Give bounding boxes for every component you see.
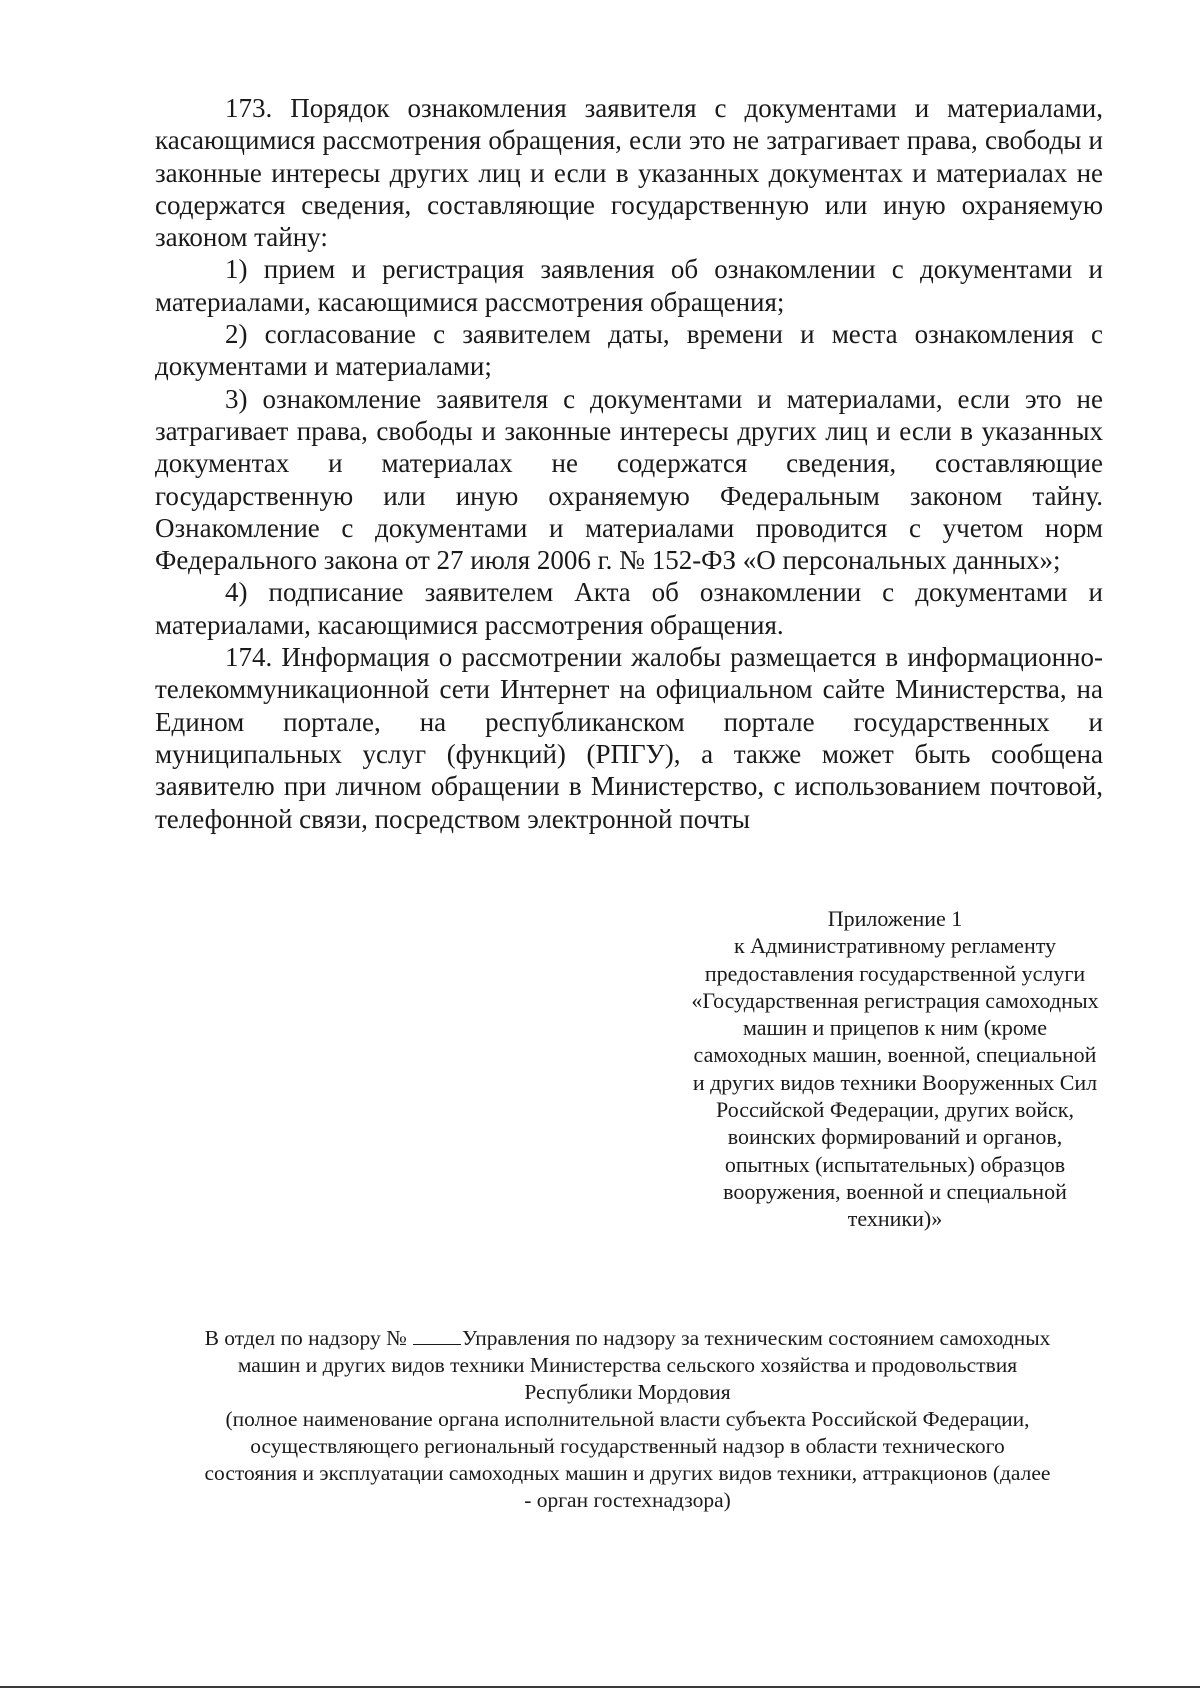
appendix-line: и других видов техники Вооруженных Сил	[692, 1069, 1098, 1095]
main-text-body	[155, 92, 1103, 835]
list-item-4: 4) подписание заявителем Акта об ознакомлении с документами и материалами, касающимися рассмотрения обращения.	[155, 577, 1103, 640]
addressee-line-1-rest: Управления по надзору за техническим состоянием самоходных	[461, 1326, 1051, 1350]
appendix-line: Приложение 1	[827, 906, 963, 931]
appendix-header	[660, 905, 1130, 1233]
appendix-line: вооружения, военной и специальной	[723, 1178, 1067, 1204]
appendix-line: опытных (испытательных) образцов	[724, 1151, 1066, 1177]
addressee-prefix: В отдел по надзору №	[204, 1326, 407, 1350]
appendix-line: «Государственная регистрация самоходных	[691, 987, 1099, 1013]
list-item-1: 1) прием и регистрация заявления об ознакомлении с документами и материалами, касающимися рассмотрения обращения;	[155, 254, 1103, 317]
addressee-note-line: осуществляющего региональный государственный надзор в области технического	[250, 1434, 1005, 1458]
appendix-line: предоставления государственной услуги	[704, 960, 1086, 986]
list-item-3: 3) ознакомление заявителя с документами и материалами, если это не затрагивает права, свободы и законные интересы других лиц и если в указанных документах и материалах не содержатся сведения, составляющие государственную или иную охраняемую Федеральным законом тайну. Ознакомление с документами и материалами проводится с учетом норм Федерального закона от 27 июля 2006 г. № 152-ФЗ «О персональных данных»;	[155, 383, 1103, 576]
addressee-block	[140, 1325, 1115, 1514]
appendix-line: самоходных машин, военной, специальной	[693, 1042, 1097, 1068]
addressee-note-line: состояния и эксплуатации самоходных машин и других видов техники, аттракционов (далее	[204, 1461, 1051, 1485]
addressee-note-line: (полное наименование органа исполнительной власти субъекта Российской Федерации,	[225, 1407, 1030, 1431]
addressee-line-2: машин и других видов техники Министерства сельского хозяйства и продовольствия	[237, 1353, 1018, 1377]
appendix-line: воинских формирований и органов,	[727, 1124, 1063, 1150]
appendix-line: техники)»	[847, 1206, 943, 1232]
addressee-line-1	[140, 1325, 1115, 1352]
appendix-line: машин и прицепов к ним (кроме	[743, 1015, 1047, 1041]
appendix-line: к Административному регламенту	[733, 933, 1057, 959]
paragraph-174: 174. Информация о рассмотрении жалобы размещается в информационно-телекоммуникационной сети Интернет на официальном сайте Министерства, на Едином портале, на республиканском портале государственных и муниципальных услуг (функций) (РПГУ), а также может быть сообщена заявителю при личном обращении в Министерство, с использованием почтовой, телефонной связи, посредством электронной почты	[155, 642, 1103, 834]
list-item-2: 2) согласование с заявителем даты, времени и места ознакомления с документами и материалами;	[155, 319, 1103, 382]
department-number-blank	[413, 1326, 461, 1345]
addressee-line-3: Республики Мордовия	[524, 1380, 731, 1404]
addressee-note-line: - орган гостехнадзора)	[524, 1488, 731, 1512]
page-bottom-rule	[0, 1686, 1200, 1688]
appendix-line: Российской Федерации, других войск,	[716, 1097, 1074, 1123]
paragraph-173: 173. Порядок ознакомления заявителя с документами и материалами, касающимися рассмотрения обращения, если это не затрагивает права, свободы и законные интересы других лиц и если в указанных документах и материалах не содержатся сведения, составляющие государственную или иную охраняемую законом тайну:	[155, 93, 1103, 253]
